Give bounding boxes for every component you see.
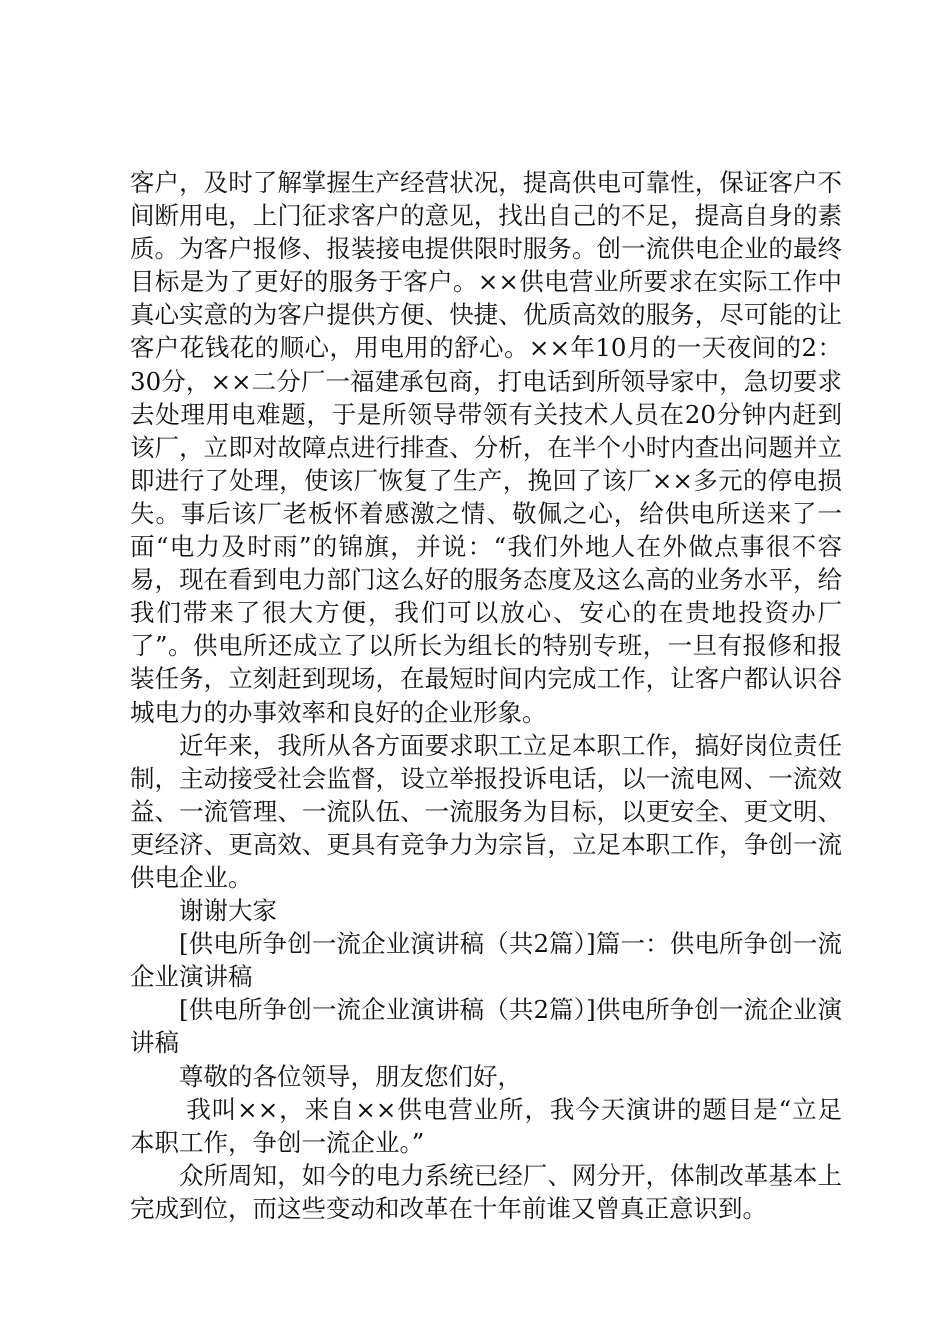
paragraph-service-story: 客户，及时了解掌握生产经营状况，提高供电可靠性，保证客户不间断用电，上门征求客户的意见，找出自己的不足，提高自身的素质。为客户报修、报装接电提供限时服务。创一流供电企业的最终目标是为了更好的服务于客户。××供电营业所要求在实际工作中真心实意的为客户提供方便、快捷、优质高效的服务，尽可能的让客户花钱花的顺心，用电用的舒心。××年10月的一天夜间的2：30分，××二分厂一福建承包商，打电话到所领导家中，急切要求去处理用电难题，于是所领导带领有关技术人员在20分钟内赶到该厂，立即对故障点进行排查、分析，在半个小时内查出问题并立即进行了处理，使该厂恢复了生产，挽回了该厂××多元的停电损失。事后该厂老板怀着感激之情、敬佩之心，给供电所送来了一面“电力及时雨”的锦旗，并说：“我们外地人在外做点事很不容易，现在看到电力部门这么好的服务态度及这么高的业务水平，给我们带来了很大方便，我们可以放心、安心的在贵地投资办厂了”。供电所还成立了以所长为组长的特别专班，一旦有报修和报装任务，立刻赶到现场，在最短时间内完成工作，让客户都认识谷城电力的办事效率和良好的企业形象。 [130,168,842,727]
paragraph-section-heading-1: [供电所争创一流企业演讲稿（共2篇）]篇一：供电所争创一流企业演讲稿 [130,929,842,992]
paragraph-recent-years: 近年来，我所从各方面要求职工立足本职工作，搞好岗位责任制，主动接受社会监督，设立举报投诉电话，以一流电网、一流效益、一流管理、一流队伍、一流服务为目标，以更安全、更文明、更经济、更高效、更具有竞争力为宗旨，立足本职工作，争创一流供电企业。 [130,730,842,892]
paragraph-thanks: 谢谢大家 [179,896,277,926]
document-body [130,166,842,1225]
paragraph-introduction: 我叫××，来自××供电营业所，我今天演讲的题目是“立足本职工作，争创一流企业。” [130,1094,842,1157]
paragraph-section-heading-2: [供电所争创一流企业演讲稿（共2篇）]供电所争创一流企业演讲稿 [130,995,842,1058]
paragraph-greeting: 尊敬的各位领导，朋友您们好， [179,1061,522,1091]
paragraph-reform: 众所周知，如今的电力系统已经厂、网分开，体制改革基本上完成到位，而这些变动和改革在十年前谁又曾真正意识到。 [130,1160,842,1223]
